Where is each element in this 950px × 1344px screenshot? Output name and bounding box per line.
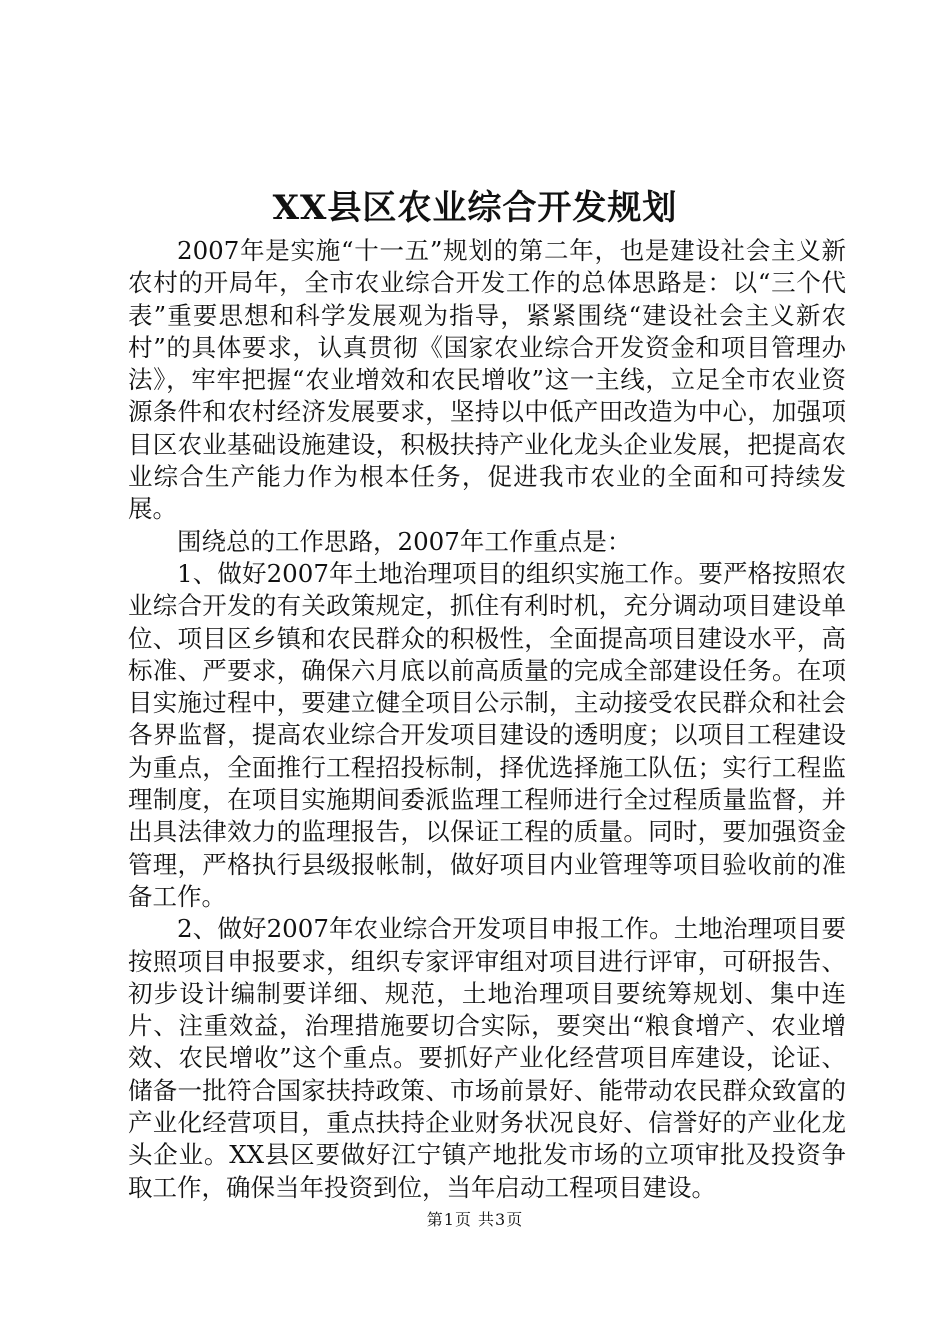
document-body [128, 235, 846, 1204]
paragraph-land-project: 1、做好2007年土地治理项目的组织实施工作。要严格按照农业综合开发的有关政策规定，抓住有利时机，充分调动项目建设单位、项目区乡镇和农民群众的积极性，全面提高项目建设水平，高标准、严要求，确保六月底以前高质量的完成全部建设任务。在项目实施过程中，要建立健全项目公示制，主动接受农民群众和社会各界监督，提高农业综合开发项目建设的透明度；以项目工程建设为重点，全面推行工程招投标制，择优选择施工队伍；实行工程监理制度，在项目实施期间委派监理工程师进行全过程质量监督，并出具法律效力的监理报告，以保证工程的质量。同时，要加强资金管理，严格执行县级报帐制，做好项目内业管理等项目验收前的准备工作。 [128, 558, 846, 911]
paragraph-work-focus-intro: 围绕总的工作思路，2007年工作重点是： [177, 526, 632, 556]
paragraph-project-application: 2、做好2007年农业综合开发项目申报工作。土地治理项目要按照项目申报要求，组织专家评审组对项目进行评审，可研报告、初步设计编制要详细、规范，土地治理项目要统筹规划、集中连片、注重效益，治理措施要切合实际，要突出“粮食增产、农业增效、农民增收”这个重点。要抓好产业化经营项目库建设，论证、储备一批符合国家扶持政策、市场前景好、能带动农民群众致富的产业化经营项目，重点扶持企业财务状况良好、信誉好的产业化龙头企业。XX县区要做好江宁镇产地批发市场的立项审批及投资争取工作，确保当年投资到位，当年启动工程项目建设。 [128, 914, 846, 1202]
paragraph-overview: 2007年是实施“十一五”规划的第二年，也是建设社会主义新农村的开局年，全市农业综合开发工作的总体思路是：以“三个代表”重要思想和科学发展观为指导，紧紧围绕“建设社会主义新农村”的具体要求，认真贯彻《国家农业综合开发资金和项目管理办法》，牢牢把握“农业增效和农民增收”这一主线，立足全市农业资源条件和农村经济发展要求，坚持以中低产田改造为中心，加强项目区农业基础设施建设，积极扶持产业化龙头企业发展，把提高农业综合生产能力作为根本任务，促进我市农业的全面和可持续发展。 [128, 236, 846, 524]
document-title: XX县区农业综合开发规划 [272, 188, 678, 228]
page-number-footer: 第1页 共3页 [426, 1210, 524, 1229]
